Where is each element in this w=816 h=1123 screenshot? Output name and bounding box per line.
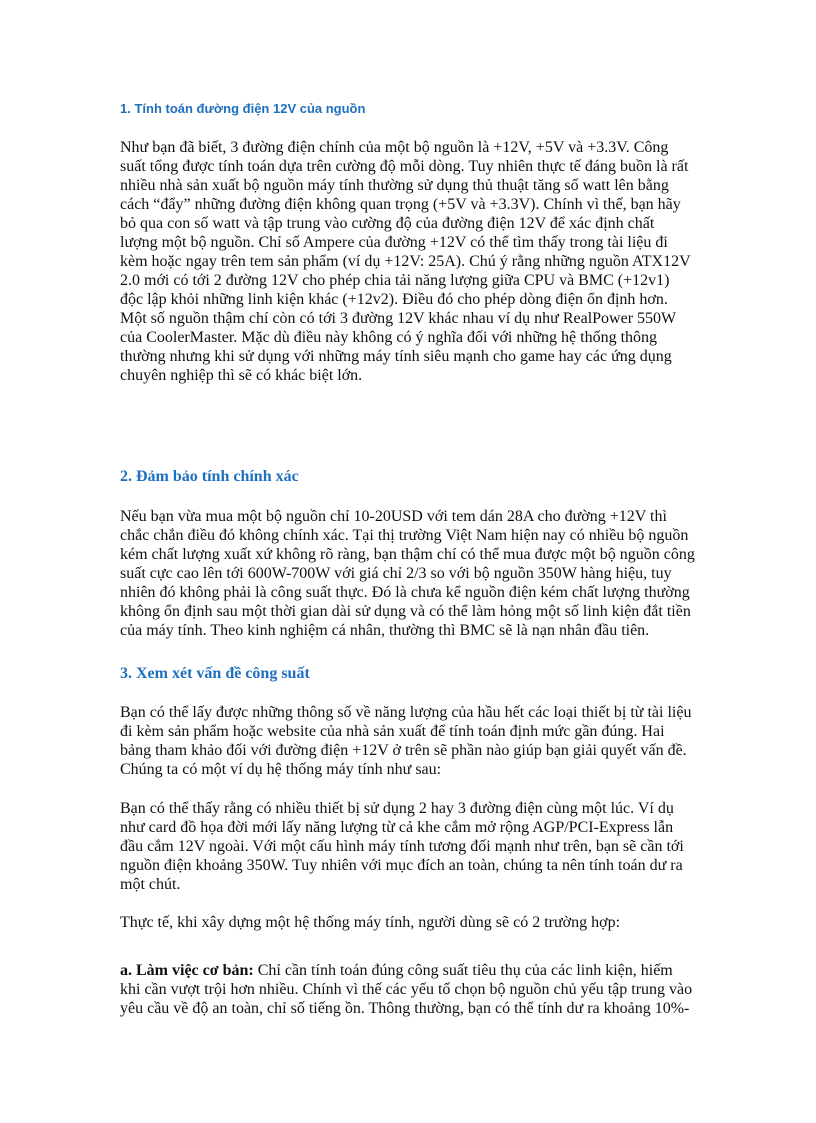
text-fragment: Chỉ cần tính toán đúng công suất tiêu thụ của các linh kiện, hiếm: [253, 962, 673, 979]
text-line: Bạn có thể lấy được những thông số về năng lượng của hầu hết các loại thiết bị từ tài liệu: [120, 704, 692, 721]
section-1-paragraph: [120, 138, 710, 385]
section-2-paragraph: [120, 507, 710, 640]
text-line: của máy tính. Theo kinh nghiệm cá nhân, thường thì BMC sẽ là nạn nhân đầu tiên.: [120, 622, 650, 639]
text-line: cách “đẩy” những đường điện không quan trọng (+5V và +3.3V). Chính vì thế, bạn hãy: [120, 196, 681, 213]
text-line: suất tổng được tính toán dựa trên cường độ mỗi dòng. Tuy nhiên thực tế đáng buồn là rất: [120, 158, 689, 175]
text-line: Thực tế, khi xây dựng một hệ thống máy tính, người dùng sẽ có 2 trường hợp:: [120, 914, 621, 931]
text-line: Như bạn đã biết, 3 đường điện chính của một bộ nguồn là +12V, +5V và +3.3V. Công: [120, 139, 669, 156]
text-line: của CoolerMaster. Mặc dù điều này không có ý nghĩa đối với những hệ thống thông: [120, 329, 658, 346]
text-line: độc lập khỏi những linh kiện khác (+12v2). Điều đó cho phép dòng điện ổn định hơn.: [120, 291, 668, 308]
section-3-paragraph-1: [120, 703, 710, 779]
section-2-heading: 2. Đảm bảo tính chính xác: [120, 468, 299, 485]
text-line: đi kèm sản phẩm hoặc website của nhà sản xuất để tính toán định mức gần đúng. Hai: [120, 723, 665, 740]
text-line: chắc chắn điều đó không chính xác. Tại thị trường Việt Nam hiện nay có nhiều bộ nguồn: [120, 527, 689, 544]
text-line: không ổn định sau một thời gian dài sử dụng và có thể làm hỏng một số linh kiện đắt tiền: [120, 603, 691, 620]
text-line: Bạn có thể thấy rằng có nhiều thiết bị sử dụng 2 hay 3 đường điện cùng một lúc. Ví dụ: [120, 800, 674, 817]
text-line: suất cực cao lên tới 600W-700W với giá chỉ 2/3 so với bộ nguồn 350W hàng hiệu, tuy: [120, 565, 672, 582]
section-3-paragraph-2: [120, 799, 710, 894]
text-line: như card đồ họa đời mới lấy năng lượng từ cả khe cắm mở rộng AGP/PCI-Express lẫn: [120, 819, 674, 836]
section-3-heading: 3. Xem xét vấn đề công suất: [120, 665, 310, 682]
text-line: lượng một bộ nguồn. Chỉ số Ampere của đường +12V có thể tìm thấy trong tài liệu đi: [120, 234, 668, 251]
text-line: kèm hoặc ngay trên tem sản phẩm (ví dụ +12V: 25A). Chú ý rằng những nguồn ATX12V: [120, 253, 691, 270]
text-line: [120, 961, 710, 980]
text-line: Một số nguồn thậm chí còn có tới 3 đường 12V khác nhau ví dụ như RealPower 550W: [120, 310, 677, 327]
subheading-basic-work: a. Làm việc cơ bản:: [120, 962, 254, 979]
text-line: khi cần vượt trội hơn nhiều. Chính vì thế các yếu tố chọn bộ nguồn chủ yếu tập trung vào: [120, 981, 693, 998]
text-line: chuyên nghiệp thì sẽ có khác biệt lớn.: [120, 367, 363, 384]
text-line: bỏ qua con số watt và tập trung vào cường độ của đường điện 12V để xác định chất: [120, 215, 655, 232]
text-line: nhiên đó không phải là công suất thực. Đó là chưa kể nguồn điện kém chất lượng thường: [120, 584, 690, 601]
text-line: nhiều nhà sản xuất bộ nguồn máy tính thường sử dụng thủ thuật tăng số watt lên bằng: [120, 177, 669, 194]
text-line: bảng tham khảo đối với đường điện +12V ở trên sẽ phần nào giúp bạn giải quyết vấn đề.: [120, 742, 687, 759]
section-3-paragraph-3: [120, 913, 710, 932]
text-line: Chúng ta có một ví dụ hệ thống máy tính như sau:: [120, 761, 442, 778]
text-line: kém chất lượng xuất xứ không rõ ràng, bạn thậm chí có thể mua được một bộ nguồn công: [120, 546, 695, 563]
text-line: 2.0 mới có tới 2 đường 12V cho phép chia tải năng lượng giữa CPU và BMC (+12v1): [120, 272, 670, 289]
text-line: Nếu bạn vừa mua một bộ nguồn chỉ 10-20USD với tem dán 28A cho đường +12V thì: [120, 508, 667, 525]
section-3-paragraph-4: [120, 961, 710, 1018]
section-1-heading: 1. Tính toán đường điện 12V của nguồn: [120, 101, 366, 116]
text-line: đầu cắm 12V ngoài. Với một cấu hình máy tính tương đối mạnh như trên, bạn sẽ cần tới: [120, 838, 684, 855]
text-line: một chút.: [120, 876, 181, 893]
text-line: nguồn điện khoảng 350W. Tuy nhiên với mục đích an toàn, chúng ta nên tính toán dư ra: [120, 857, 683, 874]
text-line: thường nhưng khi sử dụng với những máy tính siêu mạnh cho game hay các ứng dụng: [120, 348, 672, 365]
text-line: yêu cầu về độ an toàn, chỉ số tiếng ồn. Thông thường, bạn có thể tính dư ra khoảng 10%-: [120, 1000, 690, 1017]
